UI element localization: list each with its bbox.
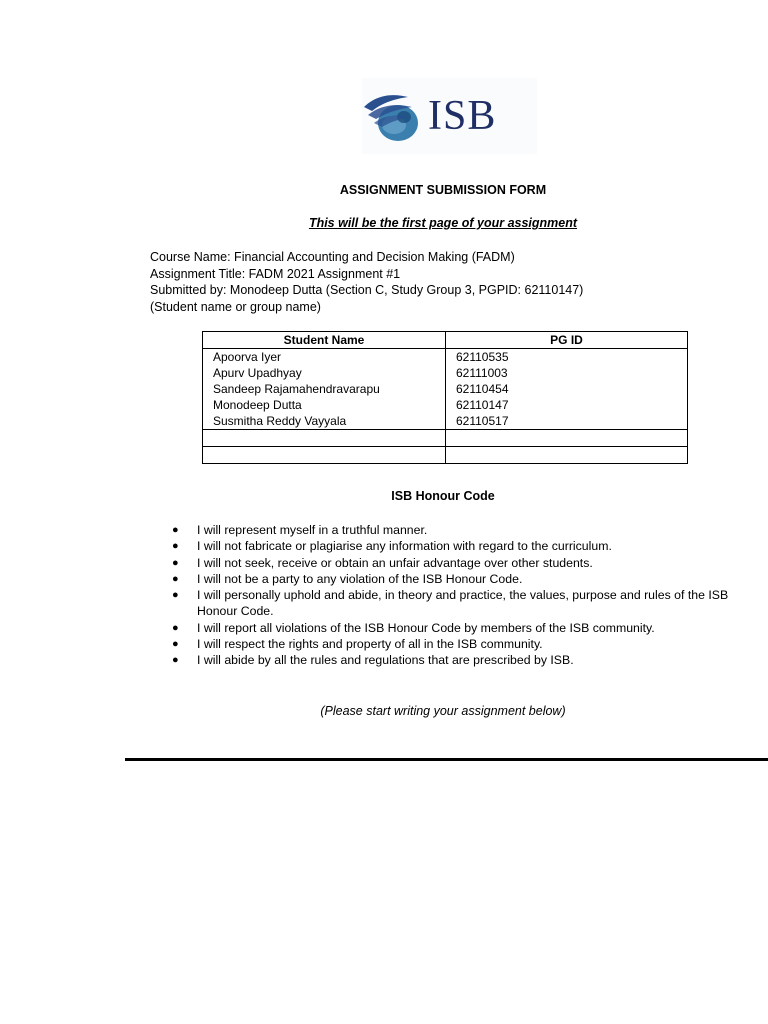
list-item [172, 571, 732, 587]
student-name-cell: Susmitha Reddy Vayyala [203, 413, 446, 430]
horizontal-divider [125, 758, 768, 761]
table-header-row [203, 332, 688, 349]
student-name-cell: Monodeep Dutta [203, 397, 446, 413]
first-page-note: This will be the first page of your assignment [308, 216, 578, 230]
assignment-info [150, 249, 583, 315]
student-name-cell: Sandeep Rajamahendravarapu [203, 381, 446, 397]
student-note: (Student name or group name) [150, 299, 321, 314]
table-row [203, 413, 688, 430]
pg-id-cell: 62110147 [446, 397, 688, 413]
honour-item-text: I will abide by all the rules and regulations that are prescribed by ISB. [197, 653, 574, 668]
student-name-cell: Apurv Upadhyay [203, 365, 446, 381]
honour-code-title: ISB Honour Code [391, 489, 495, 503]
student-name-cell: Apoorva Iyer [203, 349, 446, 366]
pg-id-cell: 62111003 [446, 365, 688, 381]
form-title: ASSIGNMENT SUBMISSION FORM [339, 183, 547, 197]
bullet-icon: ● [172, 621, 179, 634]
submitted-by: Submitted by: Monodeep Dutta (Section C, Study Group 3, PGPID: 62110147) [150, 283, 584, 297]
empty-cell [203, 430, 446, 447]
start-writing-note: (Please start writing your assignment below) [320, 704, 566, 718]
list-item [172, 522, 732, 538]
logo-wordmark: ISB [428, 93, 497, 139]
isb-wing-globe-icon [362, 87, 424, 145]
bullet-icon: ● [172, 638, 179, 651]
empty-table-row [203, 447, 688, 464]
list-item [172, 620, 732, 636]
bullet-icon: ● [172, 654, 179, 667]
bullet-icon: ● [172, 524, 179, 536]
pg-id-cell: 62110535 [446, 349, 688, 366]
table-row [203, 349, 688, 366]
table-row [203, 397, 688, 413]
pg-id-cell: 62110517 [446, 413, 688, 430]
bullet-icon: ● [172, 540, 179, 553]
table-row [203, 381, 688, 397]
list-item [172, 555, 732, 571]
empty-cell [203, 447, 446, 464]
list-item [172, 538, 732, 554]
bullet-icon: ● [172, 589, 179, 602]
list-item [172, 587, 732, 620]
empty-table-row [203, 430, 688, 447]
honour-item-text: I will personally uphold and abide, in theory and practice, the values, purpose and rules of the ISB Honour Code. [197, 588, 729, 619]
honour-item-text: I will report all violations of the ISB Honour Code by members of the ISB community. [197, 620, 655, 635]
pg-id-cell: 62110454 [446, 381, 688, 397]
honour-item-text: I will respect the rights and property of all in the ISB community. [197, 637, 543, 652]
honour-item-text: I will not be a party to any violation of the ISB Honour Code. [197, 571, 523, 586]
course-name: Course Name: Financial Accounting and Decision Making (FADM) [150, 250, 515, 264]
empty-cell [446, 430, 688, 447]
honour-item-text: I will represent myself in a truthful manner. [197, 523, 428, 537]
bullet-icon: ● [172, 572, 179, 585]
isb-logo [362, 78, 537, 154]
header-student-name: Student Name [203, 332, 446, 349]
header-pg-id: PG ID [446, 332, 688, 349]
honour-code-list [172, 522, 732, 669]
list-item [172, 636, 732, 652]
student-table [202, 331, 688, 464]
table-row [203, 365, 688, 381]
empty-cell [446, 447, 688, 464]
honour-item-text: I will not fabricate or plagiarise any information with regard to the curriculum. [197, 539, 612, 554]
list-item [172, 652, 732, 668]
honour-item-text: I will not seek, receive or obtain an unfair advantage over other students. [197, 555, 593, 570]
bullet-icon: ● [172, 556, 179, 569]
assignment-title: Assignment Title: FADM 2021 Assignment #1 [150, 266, 401, 281]
